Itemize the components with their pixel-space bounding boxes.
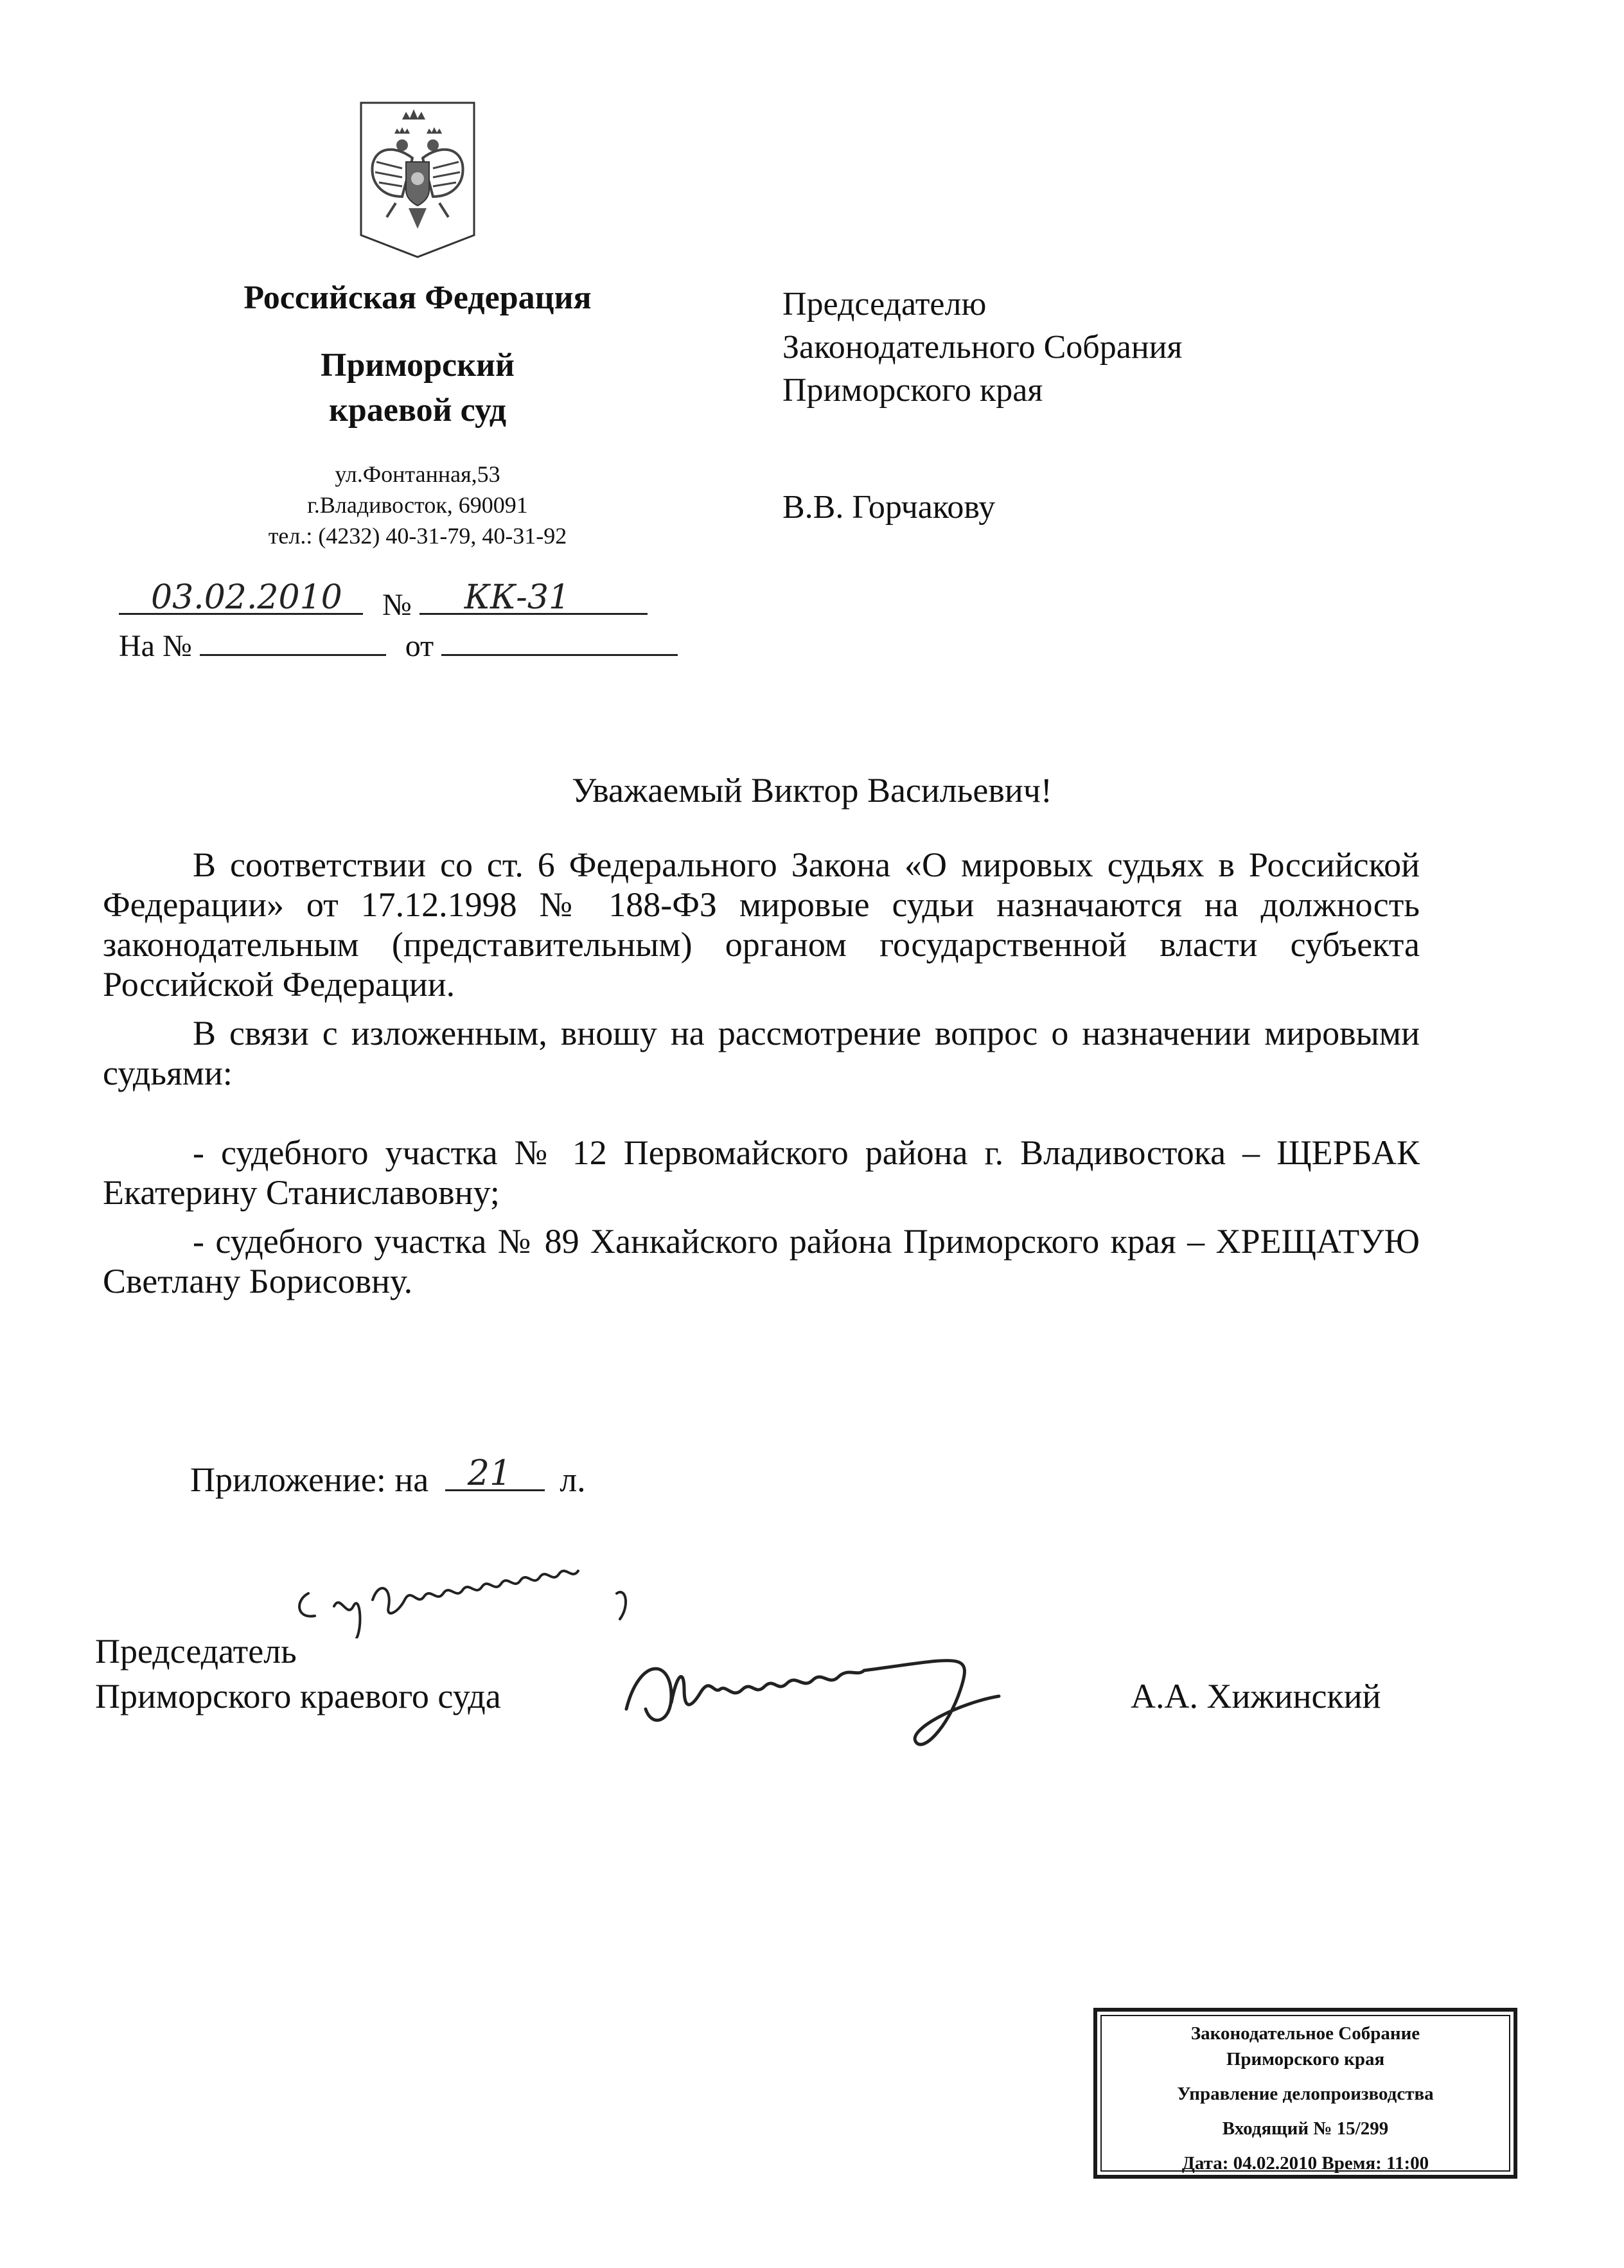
court-name <box>128 343 707 433</box>
signer-name: А.А. Хижинский <box>1131 1677 1381 1715</box>
stamp-line5: Дата: 04.02.2010 Время: 11:00 <box>1181 2153 1429 2174</box>
recipient-line1: Председателю <box>782 286 987 323</box>
outgoing-number: КК-31 <box>464 578 570 617</box>
reply-reference-line <box>119 625 697 666</box>
outgoing-date-line <box>119 578 697 625</box>
reply-date-field <box>441 625 678 656</box>
recipient-line3: Приморского края <box>782 372 1043 409</box>
address-city: г.Владивосток, 690091 <box>307 492 528 518</box>
signer-title-line1: Председатель <box>95 1632 297 1670</box>
attachment-pages: 21 <box>467 1453 512 1493</box>
signature-title <box>95 1629 501 1719</box>
address-phone: тел.: (4232) 40-31-79, 40-31-92 <box>268 523 567 549</box>
recipient-block <box>782 283 1182 529</box>
stamp-line2: Приморского края <box>1226 2049 1385 2069</box>
court-address <box>128 459 707 551</box>
attachment-pages-field <box>445 1453 545 1493</box>
reply-number-field <box>200 625 386 656</box>
stamp-line1: Законодательное Собрание <box>1190 2023 1420 2044</box>
appointment-item-1: - судебного участка № 12 Первомайского района г. Владивостока – ЩЕРБАК Екатерину Станиславовну; <box>103 1133 1420 1212</box>
sender-letterhead <box>128 278 707 551</box>
attachment-label: Приложение: на <box>190 1460 429 1499</box>
recipient-name: В.В. Горчакову <box>782 489 996 526</box>
date-field <box>119 578 363 617</box>
outgoing-date: 03.02.2010 <box>151 578 342 617</box>
court-name-line2: краевой суд <box>328 392 507 429</box>
body-paragraph-2: В связи с изложенным, вношу на рассмотрение вопрос о назначении мировыми судьями: <box>103 1014 1420 1092</box>
recipient-line2: Законодательного Собрания <box>782 329 1183 366</box>
from-label: от <box>405 629 434 663</box>
signer-title-line2: Приморского краевого суда <box>95 1677 501 1715</box>
stamp-line4: Входящий № 15/299 <box>1222 2118 1389 2139</box>
court-name-line1: Приморский <box>321 347 515 384</box>
salutation: Уважаемый Виктор Васильевич! <box>572 771 1052 810</box>
appointment-item-2: - судебного участка № 89 Ханкайского района Приморского края – ХРЕЩАТУЮ Светлану Борисовну. <box>103 1222 1420 1300</box>
address-street: ул.Фонтанная,53 <box>335 461 500 487</box>
registration-stamp <box>1093 2008 1517 2179</box>
body-paragraph-1: В соответствии со ст. 6 Федерального Закона «О мировых судьях в Российской Федерации» от 17.12.1998 № 188-ФЗ мировые судьи назначаются на должность законодательным (представительным) органом государственной власти субъекта Российской Федерации. <box>103 846 1420 1004</box>
letter-body <box>103 845 1420 1310</box>
coat-of-arms-icon <box>357 100 478 260</box>
number-field <box>419 578 648 617</box>
reply-label: На № <box>119 629 192 663</box>
attachment-suffix: л. <box>560 1460 586 1499</box>
attachment-line <box>190 1453 586 1502</box>
number-label: № <box>382 588 412 622</box>
handwritten-signature <box>613 1632 1012 1760</box>
stamp-line3: Управление делопроизводства <box>1177 2084 1434 2104</box>
handwritten-closing <box>283 1555 745 1638</box>
outgoing-reference <box>119 578 697 666</box>
country-name: Российская Федерация <box>243 279 592 316</box>
